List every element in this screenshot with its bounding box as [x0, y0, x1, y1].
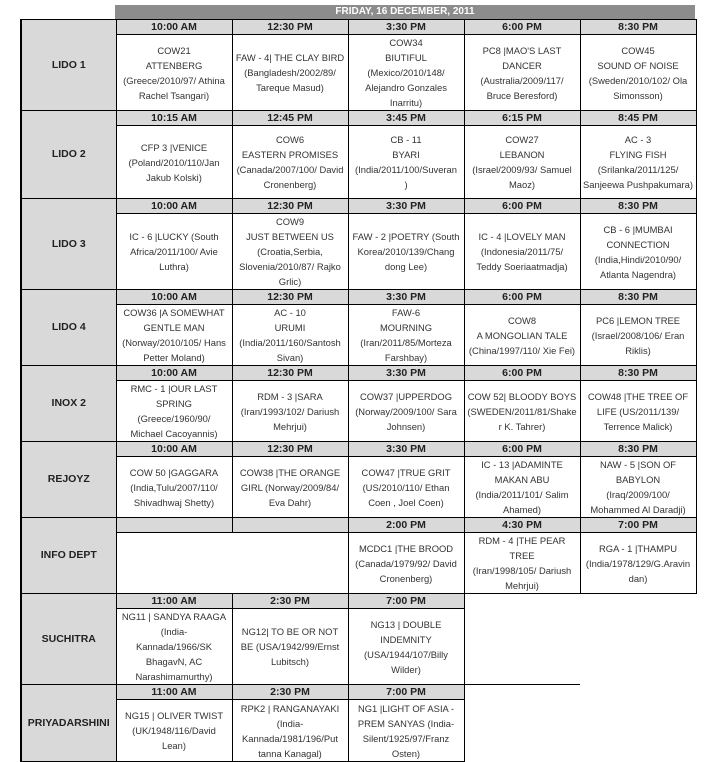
venue-time-row — [21, 442, 696, 457]
film-detail-line: BIUTIFUL — [385, 52, 427, 63]
film-code-title: COW8 — [507, 314, 537, 326]
film-detail-line: Cronenberg) — [379, 572, 433, 584]
film-detail-line: ) — [404, 179, 408, 190]
film-code-title: COW 50 |GAGGARA — [129, 466, 219, 478]
film-detail-line: Terrence Malick) — [603, 420, 673, 432]
film-detail-line: (Bangladesh/2002/89/ — [244, 67, 336, 78]
film-listing — [116, 35, 232, 111]
film-detail-line: Rachel Tsangari) — [138, 89, 210, 101]
film-listing — [348, 214, 464, 290]
film-detail-line: Shivadhwaj Shetty) — [133, 496, 215, 508]
show-time: 7:00 PM — [348, 594, 464, 609]
film-detail-line: Luthra) — [159, 261, 189, 272]
show-time: 12:30 PM — [232, 290, 348, 305]
show-time: 2:30 PM — [232, 594, 348, 609]
film-detail-line: Lean) — [162, 740, 186, 751]
film-detail-line: MOURNING — [379, 322, 433, 333]
film-detail-line: Coen , Joel Coen) — [368, 496, 444, 508]
film-detail-line: (India,Hindi/2010/90/ — [594, 253, 682, 265]
film-detail-line: BYARI — [392, 149, 420, 160]
film-detail-line: A MONGOLIAN TALE — [476, 329, 568, 341]
show-time: 12:30 PM — [232, 442, 348, 457]
film-listing — [232, 214, 348, 290]
show-time: 11:00 AM — [116, 685, 232, 700]
film-detail-line: FLYING FISH — [609, 149, 667, 160]
show-time: 8:30 PM — [580, 290, 696, 305]
film-detail-line: LIFE (US/2011/139/ — [596, 405, 680, 417]
film-code-title: FAW - 4| THE CLAY BIRD — [235, 52, 345, 63]
film-listing — [348, 305, 464, 366]
venue-film-row — [21, 457, 696, 518]
film-listing — [580, 533, 696, 594]
venue-time-row — [21, 366, 696, 381]
film-code-title: PC6 |LEMON TREE — [595, 314, 681, 326]
film-detail-line: (Croatia,Serbia, — [257, 246, 323, 257]
film-detail-line: (China/1997/110/ Xie Fei) — [468, 344, 576, 356]
film-detail-line: Johnsen) — [386, 420, 426, 432]
show-time: 8:30 PM — [580, 366, 696, 381]
show-time: 10:15 AM — [116, 111, 232, 126]
empty-area — [464, 685, 580, 700]
show-time: 3:30 PM — [348, 20, 464, 35]
film-detail-line: (Norway/2010/105/ Hans — [122, 337, 226, 348]
film-detail-line: SOUND OF NOISE — [597, 59, 679, 71]
venue-time-row — [21, 685, 696, 700]
film-detail-line: EASTERN PROMISES — [241, 149, 339, 160]
film-code-title: COW38 |THE ORANGE — [239, 466, 341, 478]
film-detail-line: (India- — [160, 626, 188, 637]
film-detail-line: GIRL (Norway/2009/84/ — [240, 481, 340, 493]
show-time: 11:00 AM — [116, 594, 232, 609]
empty-area — [580, 685, 696, 700]
film-detail-line: MAKAN ABU — [494, 474, 550, 485]
film-listing — [580, 381, 696, 442]
show-time: 10:00 AM — [116, 366, 232, 381]
film-detail-line: Farshbay) — [384, 352, 428, 363]
venue-film-row — [21, 35, 696, 111]
film-code-title: RDM - 3 |SARA — [257, 390, 323, 402]
film-listing — [348, 457, 464, 518]
film-detail-line: (Greece/2010/97/ Athina — [123, 74, 225, 86]
film-detail-line: (Iran/1993/102/ Dariush — [240, 405, 340, 417]
film-listing — [116, 700, 232, 762]
film-detail-line: Alejandro Gonzales — [365, 82, 447, 93]
film-detail-line: (India/2011/160/Santosh — [239, 337, 341, 348]
show-time: 8:30 PM — [580, 442, 696, 457]
film-code-title: COW27 — [505, 134, 539, 145]
film-detail-line: Mehrjui) — [273, 420, 307, 432]
film-listing — [116, 381, 232, 442]
film-detail-line: (Israel/2009/93/ Samuel — [472, 164, 572, 175]
film-code-title: AC - 3 — [624, 134, 652, 145]
venue-film-row — [21, 609, 696, 685]
show-time: 6:00 PM — [464, 199, 580, 214]
film-listing — [580, 126, 696, 199]
film-listing — [116, 214, 232, 290]
film-detail-line: (India- — [276, 717, 304, 729]
film-code-title: AC - 10 — [274, 307, 306, 318]
film-detail-line: Cronenberg) — [263, 179, 317, 190]
film-detail-line: (Mexico/2010/148/ — [367, 67, 445, 78]
show-time: 6:00 PM — [464, 366, 580, 381]
show-time: 2:00 PM — [348, 518, 464, 533]
show-time: 4:30 PM — [464, 518, 580, 533]
film-detail-line: (US/2010/110/ Ethan — [362, 481, 450, 493]
film-listing — [464, 214, 580, 290]
film-listing — [232, 700, 348, 762]
film-detail-line: Inarritu) — [389, 97, 423, 108]
empty-area — [580, 594, 696, 609]
film-detail-line: Korea/2010/139/Chang — [357, 246, 455, 257]
film-code-title: IC - 6 |LUCKY (South — [129, 231, 219, 242]
film-code-title: NG11 | SANDYA RAAGA — [121, 611, 227, 622]
film-detail-line: Kannada/1981/196/Put — [242, 732, 338, 744]
film-listing — [580, 214, 696, 290]
show-time: 8:30 PM — [580, 20, 696, 35]
show-time: 3:30 PM — [348, 366, 464, 381]
film-detail-line: GENTLE MAN — [143, 322, 205, 333]
venue-name: REJOYZ — [21, 442, 116, 518]
film-detail-line: (India/2011/100/Suveran — [355, 164, 457, 175]
film-detail-line: dong Lee) — [384, 261, 428, 272]
film-detail-line: Mehrjui) — [505, 580, 539, 591]
venue-time-row — [21, 111, 696, 126]
film-listing — [464, 305, 580, 366]
show-time: 12:30 PM — [232, 199, 348, 214]
film-detail-line: Sanjeewa Pushpakumara) — [583, 179, 693, 190]
film-code-title: RMC - 1 |OUR LAST — [130, 383, 218, 394]
film-detail-line: ATTENBERG — [145, 59, 203, 71]
film-detail-line: (Poland/2010/110/Jan — [128, 156, 220, 168]
film-detail-line: r K. Tahrer) — [498, 420, 546, 432]
venue-film-row — [21, 126, 696, 199]
film-detail-line: Africa/2011/100/ Avie — [130, 246, 218, 257]
film-code-title: CB - 11 — [390, 134, 422, 145]
film-detail-line: (Sweden/2010/102/ Ola — [588, 74, 688, 86]
show-time: 3:30 PM — [348, 442, 464, 457]
film-detail-line: (Indonesia/2011/75/ — [480, 246, 564, 257]
empty-area — [464, 609, 580, 685]
film-detail-line: (Norway/2009/100/ Sara — [355, 405, 457, 417]
film-code-title: COW48 |THE TREE OF — [587, 390, 689, 402]
empty-slot — [116, 533, 348, 594]
film-code-title: COW45 — [621, 44, 655, 56]
film-detail-line: (Srilanka/2011/125/ — [597, 164, 679, 175]
film-code-title: CFP 3 |VENICE — [140, 141, 208, 153]
venue-name: PRIYADARSHINI — [21, 685, 116, 762]
film-detail-line: Atlanta Nagendra) — [599, 268, 677, 280]
film-listing — [232, 35, 348, 111]
show-time: 6:00 PM — [464, 20, 580, 35]
show-time: 10:00 AM — [116, 442, 232, 457]
film-detail-line: Ahamed) — [502, 504, 542, 515]
show-time: 12:30 PM — [232, 366, 348, 381]
film-detail-line: Osten) — [391, 747, 421, 759]
film-detail-line: dan) — [628, 572, 648, 584]
film-detail-line: Kannada/1966/SK — [135, 641, 213, 652]
show-time: 6:00 PM — [464, 290, 580, 305]
venue-name: LIDO 3 — [21, 199, 116, 290]
film-listing — [232, 381, 348, 442]
show-time: 6:00 PM — [464, 442, 580, 457]
show-time: 6:15 PM — [464, 111, 580, 126]
film-listing — [232, 305, 348, 366]
empty-area — [580, 700, 696, 762]
film-code-title: COW 52| BLOODY BOYS — [467, 390, 577, 402]
show-time: 3:30 PM — [348, 199, 464, 214]
film-listing — [348, 533, 464, 594]
film-code-title: FAW - 2 |POETRY (South — [352, 231, 460, 242]
film-listing — [464, 457, 580, 518]
film-detail-line: Slovenia/2010/87/ Rajko — [239, 261, 341, 272]
film-detail-line: URUMI — [274, 322, 306, 333]
film-listing — [232, 126, 348, 199]
film-code-title: COW21 — [157, 44, 191, 56]
film-detail-line: (Iran/2011/85/Morteza — [360, 337, 452, 348]
film-listing — [348, 381, 464, 442]
venue-film-row — [21, 700, 696, 762]
film-detail-line: Jakub Kolski) — [146, 171, 202, 183]
venue-film-row — [21, 305, 696, 366]
film-listing — [232, 457, 348, 518]
film-code-title: NG15 | OLIVER TWIST — [124, 710, 224, 721]
film-code-title: NG1 |LIGHT OF ASIA - — [357, 702, 455, 714]
show-time: 10:00 AM — [116, 20, 232, 35]
venue-name: INFO DEPT — [21, 518, 116, 594]
film-code-title: RGA - 1 |THAMPU — [599, 542, 677, 554]
venue-film-row — [21, 533, 696, 594]
film-code-title: MCDC1 |THE BROOD — [358, 542, 454, 554]
film-code-title: NG13 | DOUBLE — [370, 618, 442, 630]
film-code-title: COW47 |TRUE GRIT — [361, 466, 451, 478]
venue-name: SUCHITRA — [21, 594, 116, 685]
film-listing — [580, 457, 696, 518]
show-time: 3:30 PM — [348, 290, 464, 305]
film-code-title: PC8 |MAO'S LAST — [482, 44, 562, 56]
film-detail-line: (USA/1944/107/Billy — [364, 648, 448, 660]
film-detail-line: BE (USA/1942/99/Ernst — [240, 641, 340, 652]
film-detail-line: Grlic) — [278, 276, 302, 287]
film-detail-line: Tareque Masud) — [256, 82, 324, 93]
film-detail-line: DANCER — [502, 59, 542, 71]
film-code-title: RPK2 | RANGANAYAKI — [240, 702, 340, 714]
film-detail-line: Petter Moland) — [143, 352, 205, 363]
film-listing — [116, 305, 232, 366]
film-code-title: COW37 |UPPERDOG — [359, 390, 453, 402]
venue-time-row — [21, 20, 696, 35]
show-time: 7:00 PM — [580, 518, 696, 533]
film-detail-line: (Canada/1979/92/ David — [355, 557, 457, 569]
empty-area — [464, 594, 580, 609]
film-listing — [116, 457, 232, 518]
film-code-title: COW9 — [275, 216, 305, 227]
film-detail-line: (Greece/1960/90/ — [137, 413, 211, 424]
film-detail-line: BABYLON — [615, 474, 661, 485]
film-code-title: RDM - 4 |THE PEAR TREE — [478, 535, 566, 561]
venue-name: LIDO 2 — [21, 111, 116, 199]
film-detail-line: JUST BETWEEN US — [246, 231, 334, 242]
film-detail-line: Wilder) — [391, 663, 421, 675]
show-time: 12:45 PM — [232, 111, 348, 126]
film-detail-line: Narashimamurthy) — [135, 671, 213, 682]
film-detail-line: Simonsson) — [613, 89, 663, 101]
show-time: 8:45 PM — [580, 111, 696, 126]
film-detail-line: (Canada/2007/100/ David — [236, 164, 344, 175]
empty-area — [464, 700, 580, 762]
film-detail-line: PREM SANYAS (India- — [357, 717, 455, 729]
film-code-title: NAW - 5 |SON OF — [599, 459, 677, 470]
show-time: 3:45 PM — [348, 111, 464, 126]
film-listing — [116, 126, 232, 199]
film-code-title: COW6 — [275, 134, 305, 145]
film-detail-line: (India/1978/129/G.Aravin — [585, 557, 691, 569]
film-code-title: CB - 6 |MUMBAI — [603, 223, 673, 235]
show-time: 2:30 PM — [232, 685, 348, 700]
film-detail-line: Riklis) — [625, 344, 651, 356]
schedule-date-title: FRIDAY, 16 DECEMBER, 2011 — [115, 5, 695, 19]
film-detail-line: (SWEDEN/2011/81/Shake — [467, 405, 577, 417]
film-detail-line: (India,Tulu/2007/110/ — [130, 481, 218, 493]
empty-area — [580, 609, 696, 685]
film-detail-line: Teddy Soeriaatmadja) — [476, 261, 568, 272]
film-detail-line: BhagavN, AC — [145, 656, 203, 667]
film-listing — [464, 381, 580, 442]
film-listing — [464, 35, 580, 111]
show-time — [116, 518, 232, 533]
film-detail-line: SPRING — [156, 398, 192, 409]
film-detail-line: Sivan) — [276, 352, 304, 363]
film-code-title: COW36 |A SOMEWHAT — [123, 307, 225, 318]
film-detail-line: Silent/1925/97/Franz — [362, 732, 450, 744]
venue-film-row — [21, 214, 696, 290]
film-code-title: IC - 4 |LOVELY MAN — [478, 231, 566, 242]
film-listing — [348, 35, 464, 111]
film-detail-line: tanna Kanagal) — [258, 747, 322, 759]
film-detail-line: Eva Dahr) — [268, 496, 312, 508]
film-listing — [580, 35, 696, 111]
show-time: 12:30 PM — [232, 20, 348, 35]
film-listing — [348, 700, 464, 762]
film-listing — [348, 609, 464, 685]
venue-time-row — [21, 594, 696, 609]
venue-time-row — [21, 199, 696, 214]
film-listing — [464, 533, 580, 594]
film-code-title: NG12| TO BE OR NOT — [241, 626, 339, 637]
film-detail-line: Mohammed Al Daradji) — [590, 504, 686, 515]
film-detail-line: (Israel/2008/106/ Eran — [591, 329, 685, 341]
venue-film-row — [21, 381, 696, 442]
venue-name: LIDO 4 — [21, 290, 116, 366]
film-listing — [116, 609, 232, 685]
show-time: 10:00 AM — [116, 199, 232, 214]
film-detail-line: Maoz) — [508, 179, 536, 190]
film-detail-line: (UK/1948/116/David — [132, 725, 216, 736]
venue-name: LIDO 1 — [21, 20, 116, 111]
film-detail-line: Lubitsch) — [270, 656, 310, 667]
film-detail-line: LEBANON — [499, 149, 545, 160]
film-listing — [348, 126, 464, 199]
film-code-title: FAW-6 — [391, 307, 421, 318]
film-detail-line: Bruce Beresford) — [486, 89, 558, 101]
film-detail-line: Michael Cacoyannis) — [130, 428, 218, 439]
show-time: 7:00 PM — [348, 685, 464, 700]
show-time: 8:30 PM — [580, 199, 696, 214]
film-detail-line: (Australia/2009/117/ — [480, 74, 564, 86]
film-detail-line: CONNECTION — [606, 238, 670, 250]
film-listing — [464, 126, 580, 199]
show-time: 10:00 AM — [116, 290, 232, 305]
film-listing — [580, 305, 696, 366]
screening-schedule-table — [20, 19, 697, 762]
film-code-title: IC - 13 |ADAMINTE — [481, 459, 563, 470]
venue-time-row — [21, 290, 696, 305]
show-time — [232, 518, 348, 533]
film-code-title: COW34 — [389, 37, 423, 48]
film-listing — [232, 609, 348, 685]
venue-name: INOX 2 — [21, 366, 116, 442]
film-detail-line: (India/2011/101/ Salim — [475, 489, 569, 500]
film-detail-line: (Iran/1998/105/ Dariush — [472, 565, 572, 576]
film-detail-line: INDEMNITY — [380, 633, 432, 645]
film-detail-line: (Iraq/2009/100/ — [606, 489, 670, 500]
venue-time-row — [21, 518, 696, 533]
